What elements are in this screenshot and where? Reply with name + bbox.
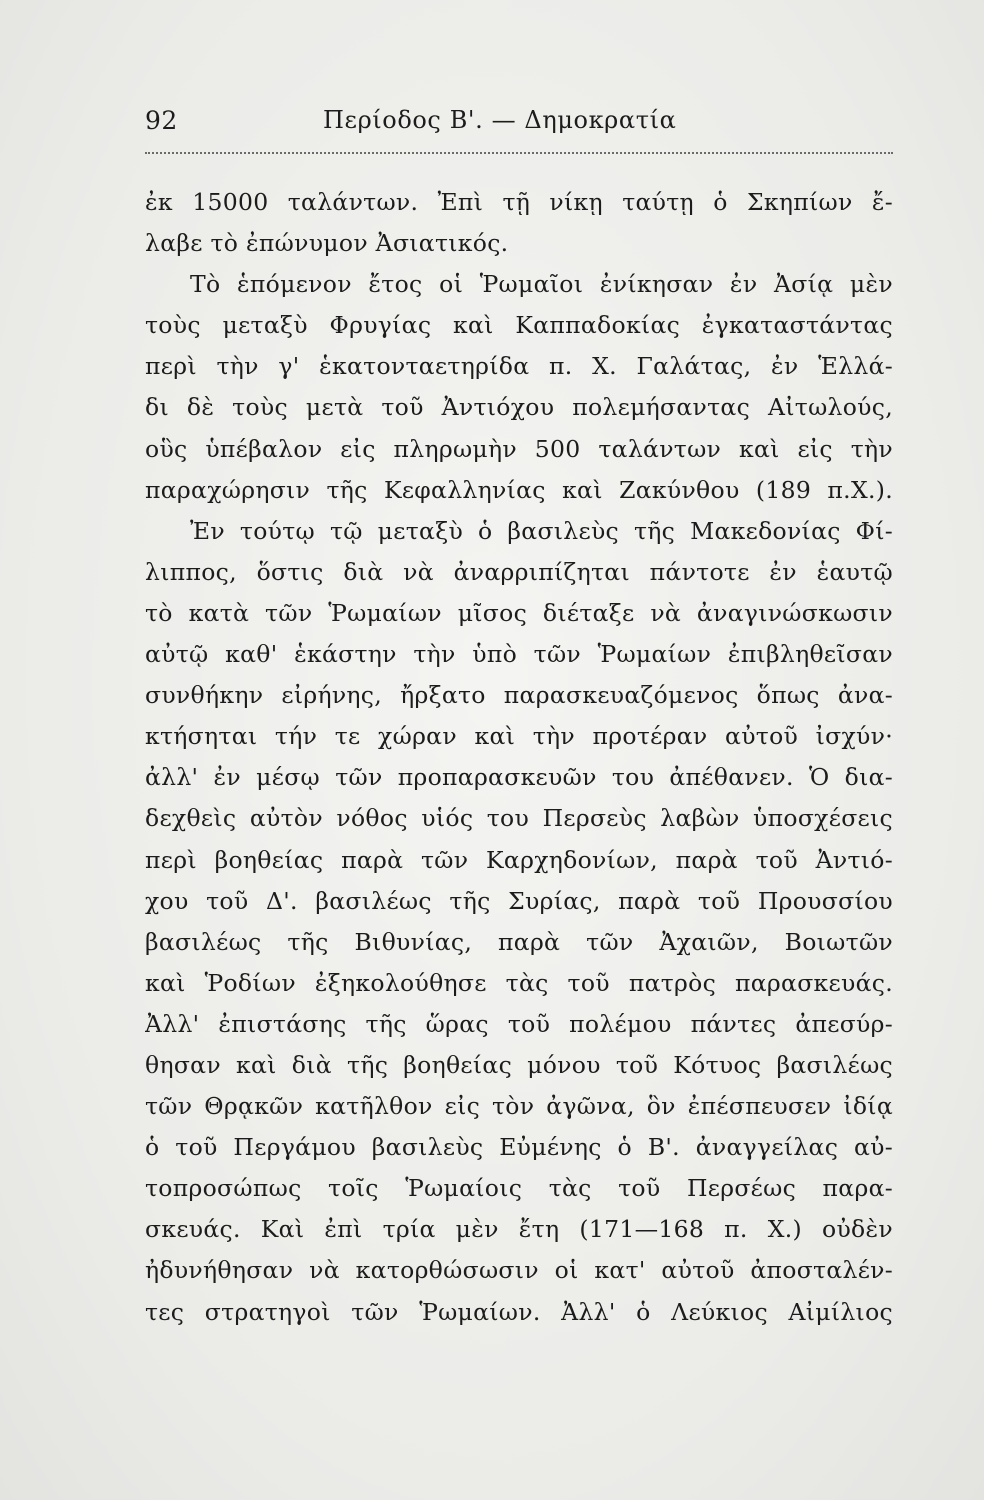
text-line: ἀλλ' ἐν μέσῳ τῶν προπαρασκευῶν του ἀπέθανεν. Ὁ δια- [145,763,893,792]
text-line: χου τοῦ Δ'. βασιλέως τῆς Συρίας, παρὰ τοῦ Προυσσίου [145,886,893,915]
text-line: τὸ κατὰ τῶν Ῥωμαίων μῖσος διέταξε νὰ ἀναγινώσκωσιν [145,598,893,627]
body-text [145,182,893,1333]
text-line: Ἀλλ' ἐπιστάσης τῆς ὥρας τοῦ πολέμου πάντες ἀπεσύρ- [145,1009,893,1038]
text-line: ἠδυνήθησαν νὰ κατορθώσωσιν οἱ κατ' αὐτοῦ ἀποσταλέν- [145,1256,893,1285]
text-line: κτήσηται τήν τε χώραν καὶ τὴν προτέραν αὐτοῦ ἰσχύν· [145,722,893,751]
text-line: περὶ βοηθείας παρὰ τῶν Καρχηδονίων, παρὰ τοῦ Ἀντιό- [145,845,893,874]
text-line: τοὺς μεταξὺ Φρυγίας καὶ Καππαδοκίας ἐγκαταστάντας [145,311,893,340]
text-line: καὶ Ῥοδίων ἐξηκολούθησε τὰς τοῦ πατρὸς παρασκευάς. [145,968,893,997]
text-line: σκευάς. Καὶ ἐπὶ τρία μὲν ἔτη (171—168 π. Χ.) οὐδὲν [145,1215,893,1244]
header-rule [145,152,893,154]
text-line: λαβε τὸ ἐπώνυμον Ἀσιατικός. [145,229,509,258]
text-line: οὓς ὑπέβαλον εἰς πληρωμὴν 500 ταλάντων καὶ εἰς τὴν [145,434,893,463]
text-line: Τὸ ἑπόμενον ἔτος οἱ Ῥωμαῖοι ἐνίκησαν ἐν Ἀσίᾳ μὲν [190,270,893,299]
text-line: θησαν καὶ διὰ τῆς βοηθείας μόνου τοῦ Κότυος βασιλέως [145,1050,893,1079]
running-title: Περίοδος Β'. — Δημοκρατία [323,106,677,134]
text-line: τες στρατηγοὶ τῶν Ῥωμαίων. Ἀλλ' ὁ Λεύκιος Αἰμίλιος [145,1297,893,1326]
text-line: λιππος, ὅστις διὰ νὰ ἀναρριπίζηται πάντοτε ἐν ἑαυτῷ [145,557,893,586]
text-line: συνθήκην εἰρήνης, ἤρξατο παρασκευαζόμενος ὅπως ἀνα- [145,681,893,710]
text-line: Ἐν τούτῳ τῷ μεταξὺ ὁ βασιλεὺς τῆς Μακεδονίας Φί- [190,516,893,545]
text-line: δεχθεὶς αὐτὸν νόθος υἱός του Περσεὺς λαβὼν ὑποσχέσεις [145,804,893,833]
text-line: τοπροσώπως τοῖς Ῥωμαίοις τὰς τοῦ Περσέως παρα- [145,1174,893,1203]
text-line: περὶ τὴν γ' ἑκατονταετηρίδα π. Χ. Γαλάτας, ἐν Ἑλλά- [145,352,893,381]
text-line: ἐκ 15000 ταλάντων. Ἐπὶ τῇ νίκῃ ταύτῃ ὁ Σκηπίων ἔ- [145,188,893,216]
page-header [145,102,893,142]
text-line: παραχώρησιν τῆς Κεφαλληνίας καὶ Ζακύνθου (189 π.Χ.). [145,475,893,504]
text-line: αὐτῷ καθ' ἑκάστην τὴν ὑπὸ τῶν Ῥωμαίων ἐπιβληθεῖσαν [145,640,893,669]
text-line: ὁ τοῦ Περγάμου βασιλεὺς Εὐμένης ὁ Β'. ἀναγγείλας αὐ- [145,1133,893,1162]
text-line: δι δὲ τοὺς μετὰ τοῦ Ἀντιόχου πολεμήσαντας Αἰτωλούς, [145,393,893,422]
text-line: τῶν Θρᾳκῶν κατῆλθον εἰς τὸν ἀγῶνα, ὃν ἐπέσπευσεν ἰδίᾳ [145,1092,893,1121]
page-number: 92 [145,106,178,135]
text-line: βασιλέως τῆς Βιθυνίας, παρὰ τῶν Ἀχαιῶν, Βοιωτῶν [145,927,893,956]
